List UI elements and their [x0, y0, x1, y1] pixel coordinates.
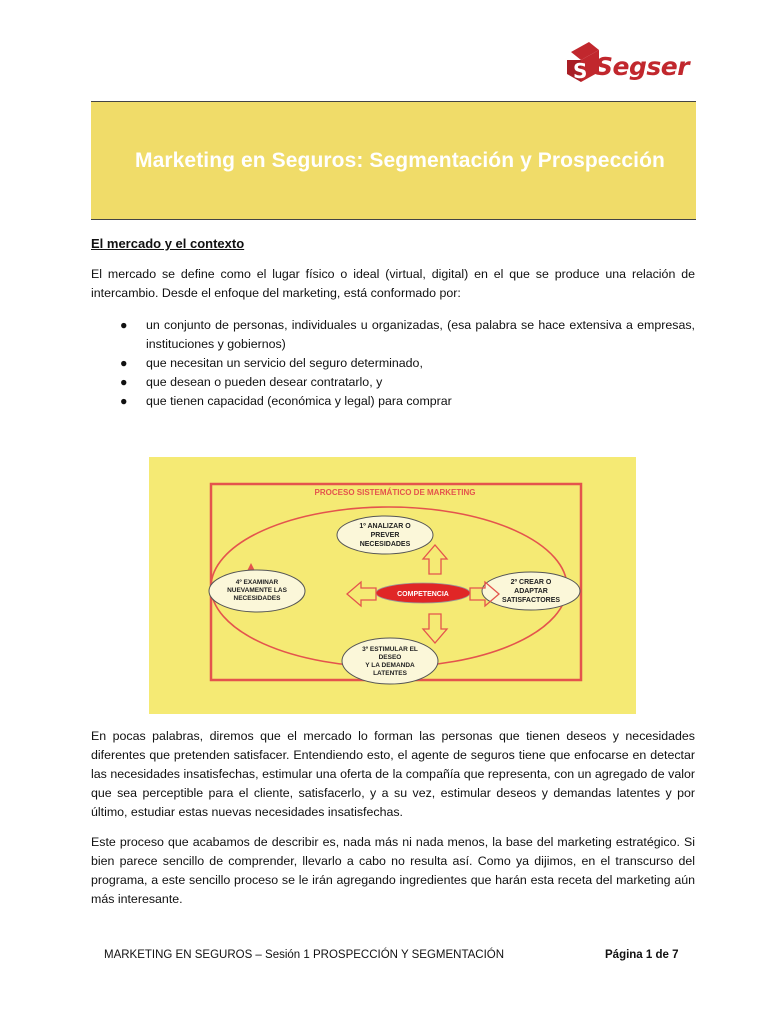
competencia-label: COMPETENCIA [397, 591, 449, 598]
step-4-line: NUEVAMENTE LAS [227, 587, 287, 594]
list-item: ● que necesitan un servicio del seguro determinado, [120, 354, 695, 373]
step-3-line: Y LA DEMANDA [365, 662, 415, 669]
step-1-line: NECESIDADES [359, 541, 411, 548]
diagram-title: PROCESO SISTEMÁTICO DE MARKETING [314, 488, 476, 497]
arrow-up-icon [423, 545, 447, 574]
intro-paragraph: El mercado se define como el lugar físico o ideal (virtual, digital) en el que se produce una relación de intercambio. Desde el enfoque del marketing, está conformado por: [91, 267, 695, 300]
list-item: ● un conjunto de personas, individuales u organizadas, (esa palabra se hace extensiva a empresas, instituciones y gobiernos) [120, 318, 695, 351]
bullet-icon: ● [120, 375, 128, 389]
section-heading: El mercado y el contexto [91, 236, 245, 251]
step-2-line: 2º CREAR O [510, 579, 552, 586]
arrow-down-icon [423, 614, 447, 643]
strategy-paragraph: Este proceso que acabamos de describir es, nada más ni nada menos, la base del marketing estratégico. Si bien parece sencillo de comprender, llevarlo a cabo no resulta así. Como ya dijimos, en el transcurso del programa, a este sencillo proceso se le irán agregando ingredientes que harán esta receta del marketing aún más interesante. [91, 835, 695, 906]
footer-label: MARKETING EN SEGUROS – Sesión 1 PROSPECCIÓN Y SEGMENTACIÓN [104, 949, 505, 961]
step-1-line: 1º ANALIZAR O [359, 523, 411, 530]
step-2-line: ADAPTAR [514, 588, 548, 595]
logo-text: Segser [595, 52, 690, 81]
list-item: ● que tienen capacidad (económica y legal) para comprar [120, 392, 695, 411]
arrow-left-icon [347, 582, 376, 606]
step-3-node [342, 638, 438, 684]
step-2-line: SATISFACTORES [501, 597, 561, 604]
bullet-icon: ● [120, 394, 128, 408]
bullet-icon: ● [120, 356, 128, 370]
bullet-list [120, 316, 695, 411]
logo-wordmark [595, 52, 689, 81]
step-1-line: PREVER [370, 532, 400, 539]
page-number: Página 1 de 7 [605, 949, 679, 961]
step-3-line: DESEO [378, 654, 402, 661]
svg-text:S: S [573, 59, 588, 83]
summary-paragraph: En pocas palabras, diremos que el mercado lo forman las personas que tienen deseos y necesidades diferentes que pretenden satisfacer. Entendiendo esto, el agente de seguros tiene que enfocarse en detectar las necesidades insatisfechas, estimular una oferta de la compañía que representa, con un agregado de valor que sea perceptible para el cliente, satisfacerlo, y a su vez, estimular deseos y demandas latentes y por último, estudiar estas nuevas necesidades insatisfechas. [91, 729, 695, 819]
marketing-process-diagram [149, 457, 636, 714]
document-title: Marketing en Seguros: Segmentación y Prospección [135, 149, 665, 172]
title-banner [91, 101, 696, 220]
bullet-icon: ● [120, 318, 128, 332]
step-3-line: LATENTES [373, 670, 407, 677]
list-item: ● que desean o pueden desear contratarlo, y [120, 373, 695, 392]
diagram-svg [149, 457, 636, 714]
step-4-line: 4º EXAMINAR [235, 579, 279, 586]
step-4-line: NECESIDADES [233, 595, 281, 602]
step-3-line: 3º ESTIMULAR EL [362, 646, 418, 653]
